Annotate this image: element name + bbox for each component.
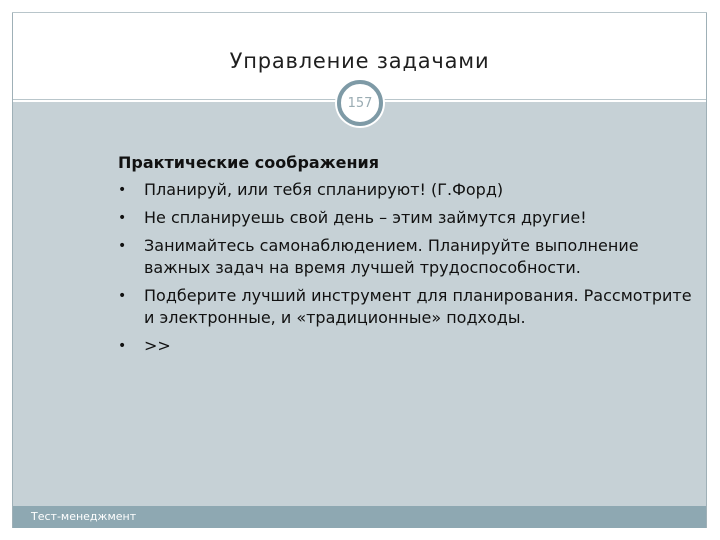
- slide-body: [118, 152, 698, 363]
- bullet-icon: •: [118, 238, 127, 254]
- bullet-icon: •: [118, 210, 127, 226]
- bullet-text: >>: [144, 336, 171, 355]
- bullet-icon: •: [118, 182, 127, 198]
- list-item: [118, 235, 698, 279]
- bullet-list: [118, 179, 698, 357]
- bullet-text: Подберите лучший инструмент для планирования. Рассмотрите и электронные, и «традиционные» подходы.: [144, 286, 692, 327]
- list-item: [118, 207, 698, 229]
- bullet-text: Занимайтесь самонаблюдением. Планируйте выполнение важных задач на время лучшей трудоспособности.: [144, 236, 639, 277]
- page-number-badge: [337, 80, 383, 126]
- list-item: [118, 335, 698, 357]
- bullet-text: Планируй, или тебя спланируют! (Г.Форд): [144, 180, 504, 199]
- bullet-icon: •: [118, 288, 127, 304]
- list-item: [118, 179, 698, 201]
- bullet-text: Не спланируешь свой день – этим займутся другие!: [144, 208, 587, 227]
- bullet-icon: •: [118, 338, 127, 354]
- list-item: [118, 285, 698, 329]
- footer-text: Тест-менеджмент: [31, 510, 137, 523]
- section-heading: Практические соображения: [118, 153, 379, 172]
- footer-bar: [13, 506, 706, 528]
- page-number: 157: [347, 95, 373, 111]
- slide-title: Управление задачами: [229, 49, 490, 73]
